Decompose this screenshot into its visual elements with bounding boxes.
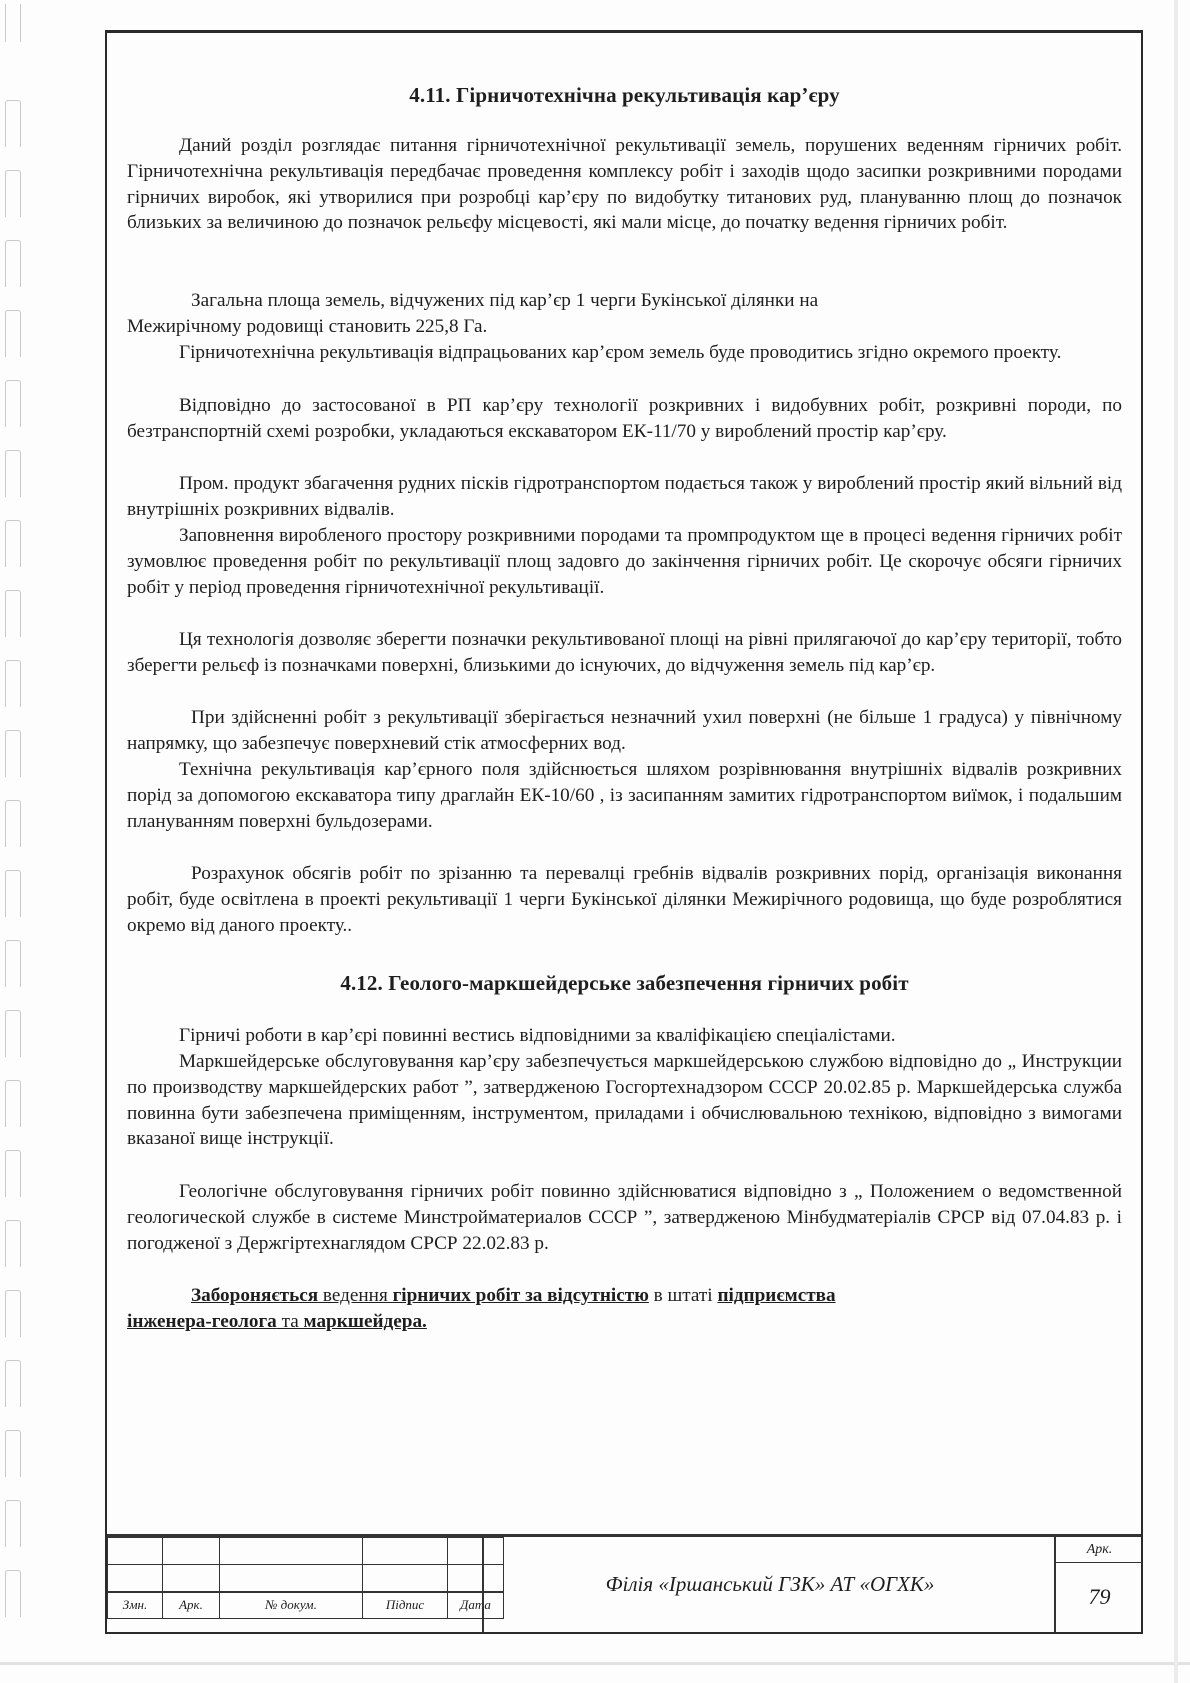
binder-hole: [5, 870, 21, 917]
binder-hole: [5, 1150, 21, 1197]
binder-hole: [5, 240, 21, 287]
binder-hole: [5, 1570, 21, 1617]
sheet-box: [1054, 1537, 1143, 1632]
paragraph: Гірничі роботи в кар’єрі повинні вестись відповідними за кваліфікацією спеціалістами.: [179, 1025, 896, 1046]
binder-hole: [5, 1010, 21, 1057]
column-header-signature: Підпис: [363, 1592, 448, 1619]
section-4-12-title: 4.12. Геолого-маркшейдерське забезпечення гірничих робіт: [340, 971, 909, 995]
paragraph: Гірничотехнічна рекультивація відпрацьованих кар’єром земель буде проводитись згідно окремого проекту.: [179, 342, 1062, 363]
binder-hole: [5, 170, 21, 217]
sheet-number: 79: [1088, 1584, 1111, 1609]
section-4-11-title: 4.11. Гірничотехнічна рекультивація кар’єру: [409, 83, 840, 107]
binder-hole: [5, 100, 21, 147]
binder-hole: [5, 660, 21, 707]
cell: [363, 1538, 448, 1565]
cell: [108, 1538, 163, 1565]
paragraph: При здійсненні робіт з рекультивації зберігається незначний ухил поверхні (не більше 1 градуса) у північному напрямку, що забезпечує поверхневий стік атмосферних вод.: [127, 707, 1122, 754]
column-header-change: Змн.: [108, 1592, 163, 1619]
cell: [220, 1538, 363, 1565]
organization-name: Філія «Іршанський ГЗК» АТ «ОГХК»: [482, 1537, 1056, 1632]
paragraph: Відповідно до застосованої в РП кар’єру технології розкривних і видобувних робіт, розкривні породи, по безтранспортній схемі розробки, укладаються екскаватором ЕК-11/70 у вироблений простір кар’єру.: [127, 395, 1122, 442]
binder-hole: [5, 520, 21, 567]
paragraph: Загальна площа земель, відчужених під кар’єр 1 черги Букінської ділянки на: [191, 290, 819, 311]
scan-edge: [0, 1662, 1190, 1665]
revision-table: [107, 1537, 504, 1619]
column-header-date: Дата: [448, 1592, 504, 1619]
cell: [108, 1565, 163, 1592]
cell: [163, 1538, 220, 1565]
paragraph: Технічна рекультивація кар’єрного поля здійснюється шляхом розрівнювання внутрішніх відвалів розкривних порід за допомогою екскаватора типу драглайн ЕК-10/60 , із засипанням замитих гідротранспортом виїмок, і подальшим плануванням поверхні бульдозерами.: [127, 759, 1122, 832]
binder-hole: [5, 1430, 21, 1477]
paragraph: Розрахунок обсягів робіт по зрізанню та перевалці гребнів відвалів розкривних порід, організація виконання робіт, буде освітлена в проекті рекультивації 1 черги Букінської ділянки Межирічного родовища, що буде розроблятися окремо від даного проекту..: [127, 863, 1122, 936]
binder-hole: [5, 1360, 21, 1407]
binder-hole: [5, 590, 21, 637]
column-header-sheet: Арк.: [163, 1592, 220, 1619]
binder-hole: [5, 1500, 21, 1547]
paragraph: Геологічне обслуговування гірничих робіт повинно здійснюватися відповідно з „ Положением о ведомственной геологической службе в системе Минстройматериалов СССР ”, затвердженою Мінбудматеріалів СРСР від 07.04.83 р. і погодженої з Держгіртехнаглядом СРСР 22.02.83 р.: [127, 1181, 1122, 1254]
title-block: [107, 1534, 1141, 1632]
page-frame: [105, 30, 1143, 1634]
paragraph: Межирічному родовищі становить 225,8 Га.: [127, 316, 488, 337]
cell: [220, 1565, 363, 1592]
paragraph: Пром. продукт збагачення рудних пісків гідротранспортом подається також у вироблений простір який вільний від внутрішніх розкривних відвалів.: [127, 473, 1122, 520]
binder-hole: [5, 940, 21, 987]
sheet-label: Арк.: [1056, 1537, 1143, 1563]
binder-hole: [5, 1290, 21, 1337]
cell: [163, 1565, 220, 1592]
binder-hole: [5, 800, 21, 847]
paragraph: Ця технологія дозволяє зберегти позначки рекультивованої площі на рівні прилягаючої до кар’єру території, тобто зберегти рельєф із позначками поверхні, близькими до існуючих, до відчуження земель під кар’єр.: [127, 629, 1122, 676]
binder-holes: [5, 0, 19, 1683]
paragraph: Даний розділ розглядає питання гірничотехнічної рекультивації земель, порушених веденням гірничих робіт. Гірничотехнічна рекультивація передбачає проведення комплексу робіт і заходів щодо засипки розкривними породами гірничих виробок, які утворилися при розробці кар’єру по видобутку титанових руд, плануванню площ до позначок близьких за величиною до позначок рельєфу місцевості, які мали місце, до початку ведення гірничих робіт.: [127, 135, 1122, 234]
binder-mark: [5, 4, 21, 42]
cell: [363, 1565, 448, 1592]
paragraph: Маркшейдерське обслуговування кар’єру забезпечується маркшейдерською службою відповідно до „ Инструкции по производству маркшейдерских работ ”, затвердженою Госгортехнадзором СССР 20.02.85 р. Маркшейдерська служба повинна бути забезпечена приміщенням, інструментом, приладами і обчислювальною технікою, відповідно з вимогами вказаної вище інструкції.: [127, 1051, 1122, 1150]
binder-hole: [5, 730, 21, 777]
scan-edge: [1174, 0, 1178, 1683]
column-header-doc-number: № докум.: [220, 1592, 363, 1619]
warning-paragraph: Забороняється ведення гірничих робіт за відсутністю в штаті підприємства інженера-геолога та маркшейдера.: [127, 1285, 836, 1332]
binder-hole: [5, 450, 21, 497]
binder-hole: [5, 310, 21, 357]
binder-hole: [5, 1080, 21, 1127]
paragraph: Заповнення виробленого простору розкривними породами та промпродуктом ще в процесі ведення гірничих робіт зумовлює проведення робіт по рекультивації площ задовго до закінчення гірничих робіт. Це скорочує обсяги гірничих робіт у період проведення гірничотехнічної рекультивації.: [127, 525, 1122, 598]
binder-hole: [5, 1220, 21, 1267]
binder-hole: [5, 380, 21, 427]
